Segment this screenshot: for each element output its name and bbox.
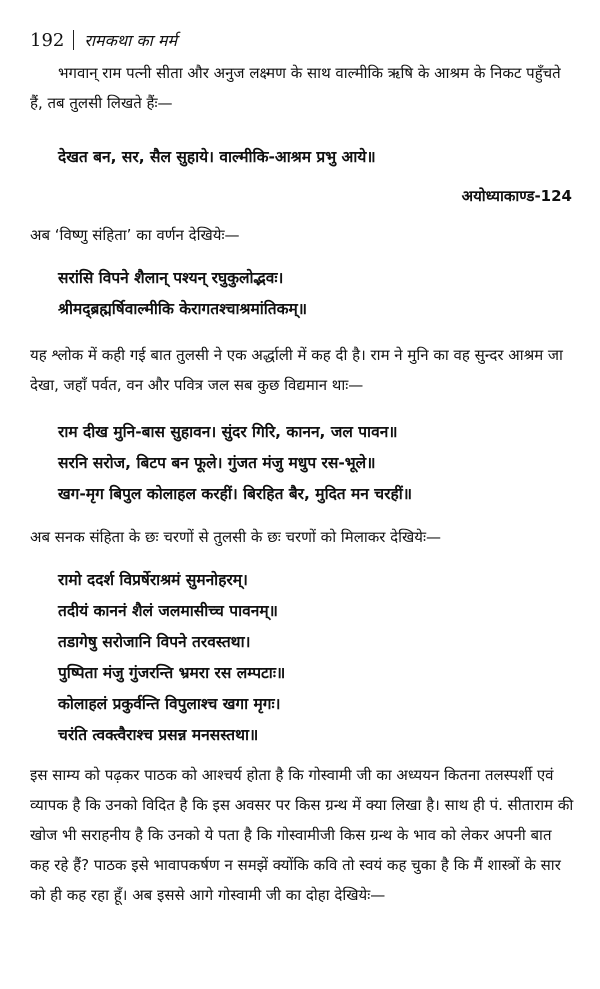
paragraph-conclusion: इस साम्य को पढ़कर पाठक को आश्चर्य होता है कि गोस्वामी जी का अध्ययन कितना तलस्पर्शी एवं व्यापक है कि उनको विदित है कि इस अवसर पर किस ग्रन्थ में क्या लिखा है। साथ ही पं. सीताराम की खोज भी सराहनीय है कि उनको ये पता है कि गोस्वामीजी किस ग्रन्थ के भाव को लेकर अपनी बात कह रहे हैं? पाठक इसे भावापकर्षण न समझें क्योंकि कवि तो स्वयं कह चुका है कि मैं शास्त्रों के सार को ही कह रहा हूँ। अब इससे आगे गोस्वामी जी का दोहा देखियेः— xyxy=(30,766,574,904)
verse-line: तदीयं काननं शैलं जलमासीच्च पावनम्॥ xyxy=(58,602,278,620)
verse-line: चरंति त्वक्त्वैराश्च प्रसन्न मनसस्तथा॥ xyxy=(58,726,259,744)
verse-line: रामो ददर्श विप्रर्षेराश्रमं सुमनोहरम्। xyxy=(58,571,248,589)
verse-line: देखत बन, सर, सैल सुहाये। वाल्मीकि-आश्रम प्रभु आये॥ xyxy=(58,148,376,166)
running-header xyxy=(30,26,177,54)
verse-line: कोलाहलं प्रकुर्वन्ति विपुलाश्च खगा मृगः। xyxy=(58,695,281,713)
verse-reference: अयोध्याकाण्ड-124 xyxy=(461,187,572,205)
paragraph-vishnu-samhita: अब ‘विष्णु संहिता’ का वर्णन देखियेः— xyxy=(30,226,240,244)
page-number: 192 xyxy=(30,29,65,51)
paragraph-intro: भगवान् राम पत्नी सीता और अनुज लक्ष्मण के साथ वाल्मीकि ऋषि के आश्रम के निकट पहुँचते हैं, तब तुलसी लिखते हैंः— xyxy=(30,64,561,112)
verse-line: राम दीख मुनि-बास सुहावन। सुंदर गिरि, कानन, जल पावन॥ xyxy=(58,423,398,441)
verse-line: सरांसि विपने शैलान् पश्यन् रघुकुलोद्भवः। xyxy=(58,269,284,287)
verse-line: सरनि सरोज, बिटप बन फूले। गुंजत मंजु मधुप रस-भूले॥ xyxy=(58,454,376,472)
verse-line: श्रीमद्ब्रह्मर्षिवाल्मीकि केरागतश्चाश्रमांतिकम्॥ xyxy=(58,300,308,318)
verse-ayodhyakand xyxy=(58,142,578,173)
verse-line: तडागेषु सरोजानि विपने तरवस्तथा। xyxy=(58,633,251,651)
paragraph-explanation: यह श्लोक में कही गई बात तुलसी ने एक अर्द्धाली में कह दी है। राम ने मुनि का वह सुन्दर आश्रम जा देखा, जहाँ पर्वत, वन और पवित्र जल सब कुछ विद्यमान थाः— xyxy=(30,346,563,394)
verse-vishnu-samhita xyxy=(58,263,578,325)
verse-tulsi xyxy=(58,417,578,510)
header-divider xyxy=(73,30,74,50)
verse-line: खग-मृग बिपुल कोलाहल करहीं। बिरहित बैर, मुदित मन चरहीं॥ xyxy=(58,485,413,503)
book-title: रामकथा का मर्म xyxy=(84,31,178,50)
paragraph-sanak-samhita: अब सनक संहिता के छः चरणों से तुलसी के छः चरणों को मिलाकर देखियेः— xyxy=(30,528,442,546)
verse-sanak-samhita xyxy=(58,565,578,751)
verse-line: पुष्पिता मंजु गुंजरन्ति भ्रमरा रस लम्पटाः॥ xyxy=(58,664,286,682)
